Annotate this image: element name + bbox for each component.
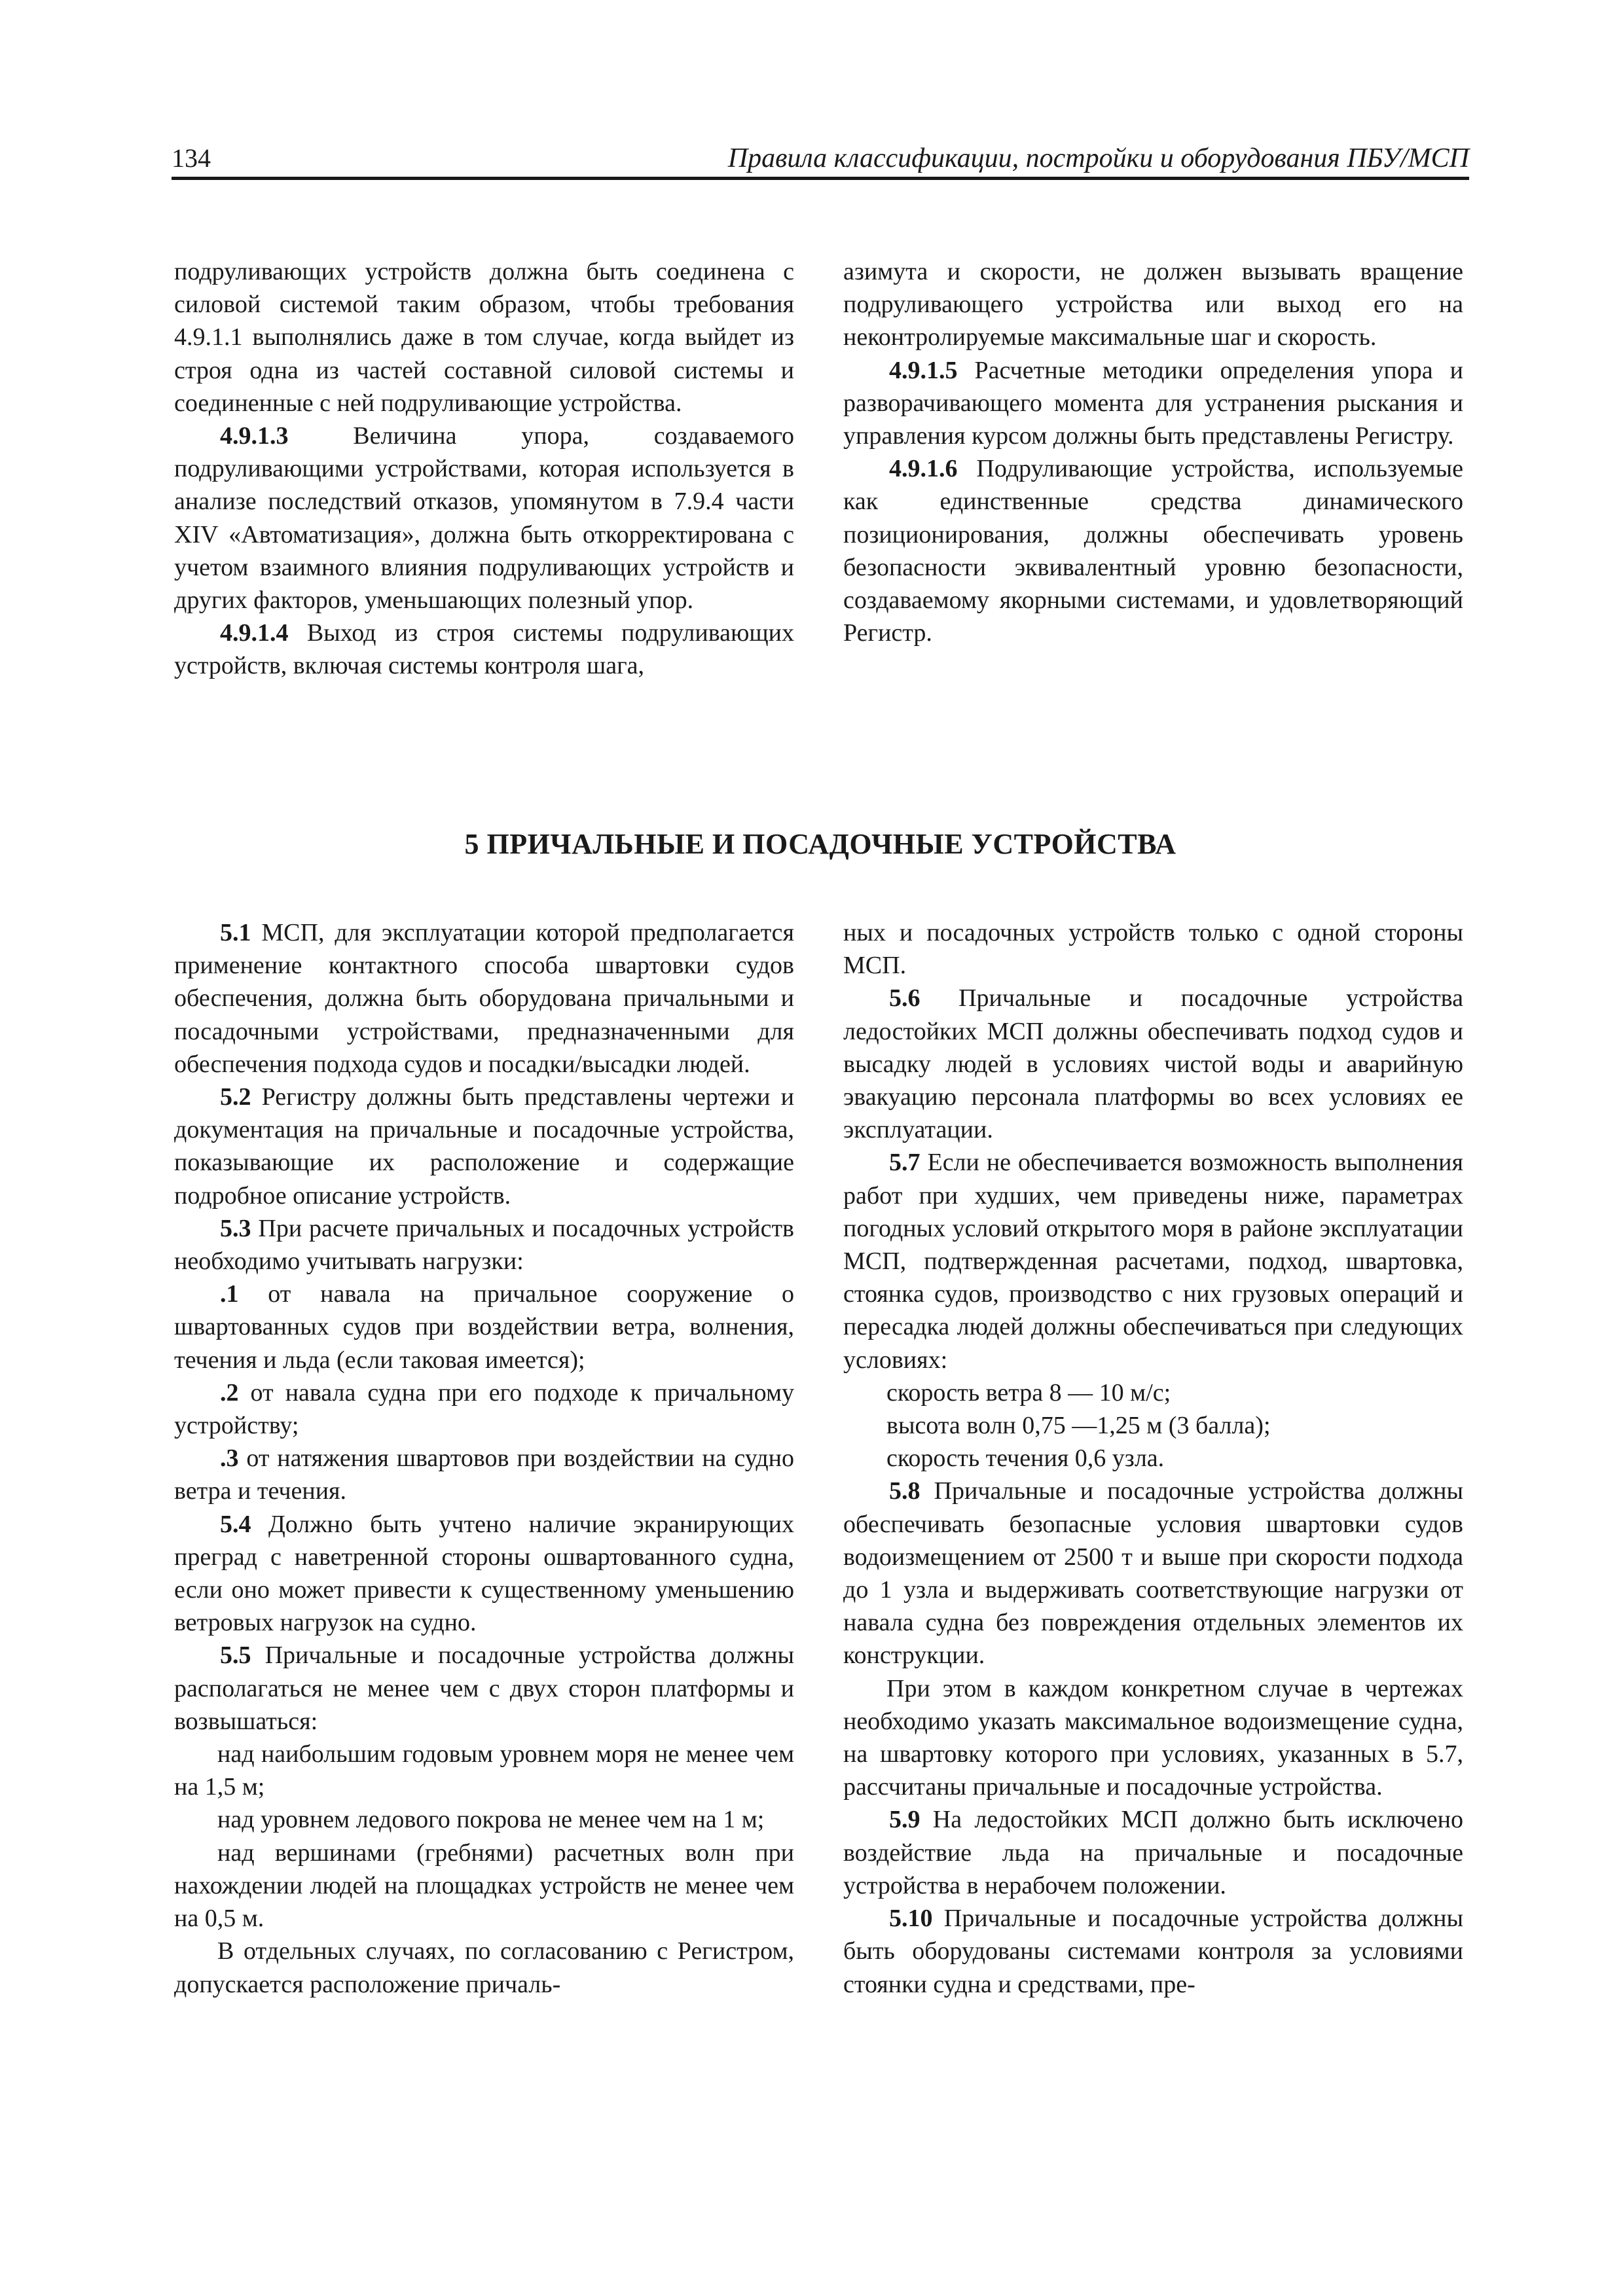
paragraph-text: скорость ветра 8 — 10 м/с; [886,1378,1171,1407]
paragraph [843,255,1463,354]
column-bottom-right [843,916,1463,2001]
paragraph-text: Выход из строя системы подруливающих устройств, включая системы контроля шага, [174,619,794,680]
paragraph [843,1475,1463,1672]
paragraph-number: 5.4 [220,1510,251,1538]
paragraph-text: над уровнем ледового покрова не менее чем на 1 м; [217,1806,765,1834]
paragraph [843,452,1463,649]
paragraph-text: Расчетные методики определения упора и разворачивающего момента для устранения рыскания и управления курсом должны быть представлены Регистру. [843,356,1463,450]
paragraph-text: Причальные и посадочные устройства должны обеспечивать безопасные условия швартовки судов водоизмещением от 2500 т и выше при скорости подхода до 1 узла и выдерживать соответствующие нагрузки от навала судна без повреждения отдельных элементов их конструкции. [843,1477,1463,1670]
header-rule [172,177,1469,180]
paragraph [843,1409,1463,1442]
column-top-right [843,255,1463,649]
paragraph-text: скорость течения 0,6 узла. [886,1444,1165,1473]
paragraph-text: На ледостойких МСП должно быть исключено воздействие льда на причальные и посадочные устройства в нерабочем положении. [843,1806,1463,1899]
section-title: 5 ПРИЧАЛЬНЫЕ И ПОСАДОЧНЫЕ УСТРОЙСТВА [464,828,1176,860]
paragraph-number: .1 [220,1280,239,1308]
paragraph-text: Величина упора, создаваемого подруливающими устройствами, которая используется в анализе последствий отказов, упомянутом в 7.9.4 части XIV «Автоматизация», должна быть откорректирована с учетом взаимного влияния подруливающих устройств и других факторов, уменьшающих полезный упор. [174,422,794,615]
paragraph [174,1935,794,2000]
paragraph-number: 5.6 [889,984,921,1013]
paragraph-number: 5.1 [220,919,251,946]
column-top-left [174,255,794,683]
paragraph [174,1803,794,1836]
paragraph [174,1081,794,1212]
paragraph-text: подруливающих устройств должна быть соединена с силовой системой таким образом, чтобы требования 4.9.1.1 выполнялись даже в том случае, когда выйдет из строя одна из частей составной силовой системы и соединенные с ней подруливающие устройства. [174,258,794,417]
paragraph-text: азимута и скорости, не должен вызывать вращение подруливающего устройства или выход его на неконтролируемые максимальные шаг и скорость. [843,258,1463,351]
paragraph [174,1837,794,1935]
paragraph-text: от навала на причальное сооружение о швартованных судов при воздействии ветра, волнения, течения и льда (если таковая имеется); [174,1280,794,1374]
paragraph-number: 4.9.1.5 [889,356,958,384]
paragraph-text: от навала судна при его подходе к причальному устройству; [174,1378,794,1440]
paragraph-number: .2 [220,1378,239,1407]
paragraph-number: .3 [220,1444,239,1473]
paragraph-text: При этом в каждом конкретном случае в чертежах необходимо указать максимальное водоизмещение судна, на швартовку которого при условиях, указанных в 5.7, рассчитаны причальные и посадочные устройства. [843,1674,1463,1801]
paragraph-text: Причальные и посадочные устройства должны располагаться не менее чем с двух сторон платформы и возвышаться: [174,1641,794,1735]
paragraph-number: 5.8 [889,1477,921,1505]
paragraph [174,255,794,420]
paragraph [174,1212,794,1278]
paragraph [174,420,794,617]
paragraph-text: Подруливающие устройства, используемые как единственные средства динамического позиционирования, должны обеспечивать уровень безопасности эквивалентный уровню безопасности, создаваемому якорными системами, и удовлетворяющий Регистр. [843,455,1463,647]
paragraph-text: Должно быть учтено наличие экранирующих преград с наветренной стороны ошвартованного судна, если оно может привести к существенному уменьшению ветровых нагрузок на судно. [174,1510,794,1637]
paragraph [843,1803,1463,1902]
paragraph [174,1376,794,1442]
paragraph [843,1672,1463,1804]
paragraph-text: высота волн 0,75 —1,25 м (3 балла); [886,1412,1271,1440]
paragraph [843,982,1463,1146]
paragraph-text: Причальные и посадочные устройства должны быть оборудованы системами контроля за условиями стоянки судна и средствами, пре- [843,1905,1463,1998]
paragraph-number: 5.7 [889,1149,921,1177]
page-number: 134 [172,143,211,173]
paragraph-number: 4.9.1.6 [889,455,958,483]
paragraph [843,354,1463,453]
paragraph [174,1442,794,1507]
paragraph-text: от натяжения швартовов при воздействии на судно ветра и течения. [174,1444,794,1505]
paragraph-number: 4.9.1.4 [220,619,289,647]
paragraph-text: Регистру должны быть представлены чертежи и документация на причальные и посадочные устройства, показывающие их расположение и содержащие подробное описание устройств. [174,1083,794,1210]
paragraph-number: 4.9.1.3 [220,422,289,450]
paragraph-number: 5.2 [220,1083,251,1111]
paragraph-text: При расчете причальных и посадочных устройств необходимо учитывать нагрузки: [174,1214,794,1276]
paragraph [843,1902,1463,2001]
paragraph-number: 5.3 [220,1214,251,1242]
page-header [172,139,1469,179]
paragraph-text: Причальные и посадочные устройства ледостойких МСП должны обеспечивать подход судов и высадку людей в условиях чистой воды и аварийную эвакуацию персонала платформы во всех условиях ее эксплуатации. [843,984,1463,1144]
paragraph [843,1146,1463,1376]
paragraph-text: В отдельных случаях, по согласованию с Регистром, допускается расположение причаль- [174,1937,794,1998]
paragraph-number: 5.5 [220,1641,251,1670]
running-title: Правила классификации, постройки и оборудования ПБУ/МСП [727,143,1469,173]
paragraph [843,1442,1463,1475]
column-bottom-left [174,916,794,2001]
paragraph [174,916,794,1081]
paragraph [843,1376,1463,1409]
paragraph [174,1508,794,1640]
paragraph [843,916,1463,982]
paragraph [174,1278,794,1376]
paragraph-text: МСП, для эксплуатации которой предполагается применение контактного способа швартовки судов обеспечения, должна быть оборудована причальными и посадочными устройствами, предназначенными для обеспечения подхода судов и посадки/высадки людей. [174,919,794,1078]
paragraph-number: 5.9 [889,1806,921,1834]
paragraph [174,1639,794,1738]
paragraph [174,617,794,682]
paragraph-number: 5.10 [889,1905,933,1933]
paragraph-text: Если не обеспечивается возможность выполнения работ при худших, чем приведены ниже, параметрах погодных условий открытого моря в районе эксплуатации МСП, подтвержденная расчетами, подход, швартовка, стоянка судов, производство с них грузовых операций и пересадка людей должны обеспечиваться при следующих условиях: [843,1149,1463,1374]
paragraph-text: над наибольшим годовым уровнем моря не менее чем на 1,5 м; [174,1740,794,1801]
paragraph-text: над вершинами (гребнями) расчетных волн при нахождении людей на площадках устройств не менее чем на 0,5 м. [174,1839,794,1933]
paragraph-text: ных и посадочных устройств только с одной стороны МСП. [843,919,1463,980]
paragraph [174,1738,794,1803]
